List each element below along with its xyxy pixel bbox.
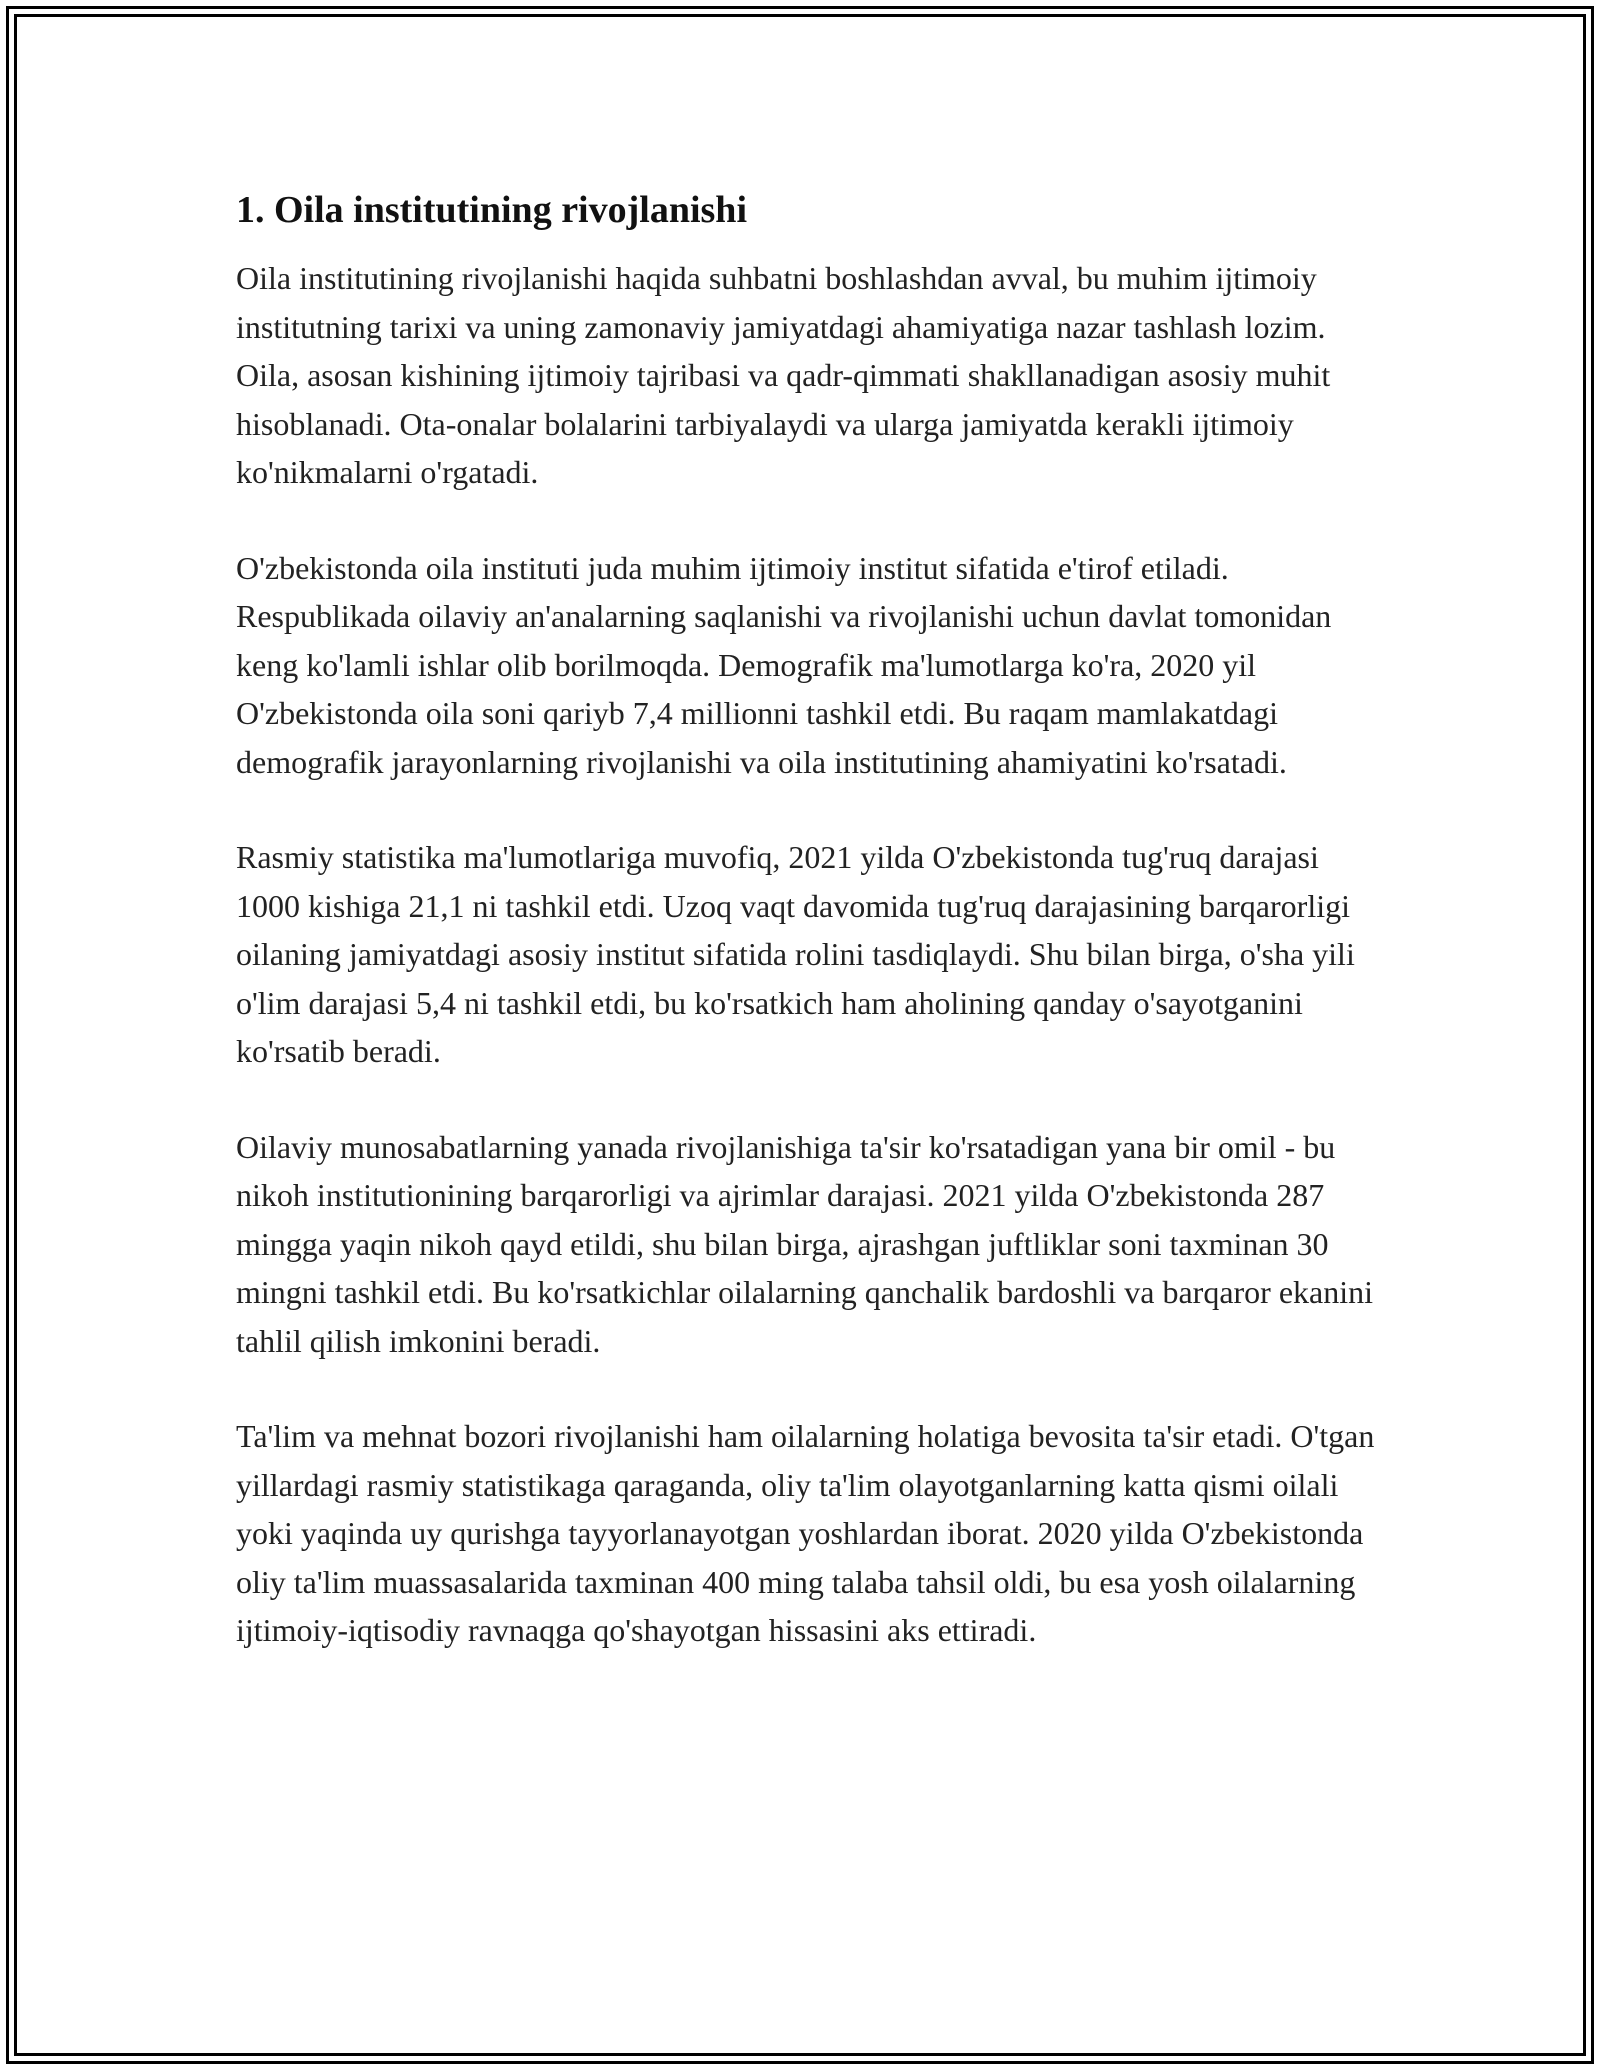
paragraph-1: Oila institutining rivojlanishi haqida suhbatni boshlashdan avval, bu muhim ijtimoiy institutning tarixi va uning zamonaviy jamiyatdagi ahamiyatiga nazar tashlash lozim. Oila, asosan kishining ijtimoiy tajribasi va qadr-qimmati shakllanadigan asosiy muhit hisoblanadi. Ota-onalar bolalarini tarbiyalaydi va ularga jamiyatda kerakli ijtimoiy ko'nikmalarni o'rgatadi. (236, 260, 1331, 490)
paragraph-5: Ta'lim va mehnat bozori rivojlanishi ham oilalarning holatiga bevosita ta'sir etadi. O'tgan yillardagi rasmiy statistikaga qaraganda, oliy ta'lim olayotganlarning katta qismi oilali yoki yaqinda uy qurishga tayyorlanayotgan yoshlardan iborat. 2020 yilda O'zbekistonda oliy ta'lim muassasalarida taxminan 400 ming talaba tahsil oldi, bu esa yosh oilalarning ijtimoiy-iqtisodiy ravnaqga qo'shayotgan hissasini aks ettiradi. (236, 1418, 1375, 1648)
section-heading: 1. Oila institutining rivojlanishi (236, 189, 747, 231)
paragraph-2: O'zbekistonda oila instituti juda muhim ijtimoiy institut sifatida e'tirof etiladi. Respublikada oilaviy an'analarning saqlanishi va rivojlanishi uchun davlat tomonidan keng ko'lamli ishlar olib borilmoqda. Demografik ma'lumotlarga ko'ra, 2020 yil O'zbekistonda oila soni qariyb 7,4 millionni tashkil etdi. Bu raqam mamlakatdagi demografik jarayonlarning rivojlanishi va oila institutining ahamiyatini ko'rsatadi. (236, 549, 1332, 780)
paragraph-3: Rasmiy statistika ma'lumotlariga muvofiq, 2021 yilda O'zbekistonda tug'ruq darajasi 1000 kishiga 21,1 ni tashkil etdi. Uzoq vaqt davomida tug'ruq darajasining barqarorligi oilaning jamiyatdagi asosiy institut sifatida rolini tasdiqlaydi. Shu bilan birga, o'sha yili o'lim darajasi 5,4 ni tashkil etdi, bu ko'rsatkich ham aholining qanday o'sayotganini ko'rsatib beradi. (236, 839, 1355, 1069)
document-body (236, 186, 1376, 1702)
paragraph-4: Oilaviy munosabatlarning yanada rivojlanishiga ta'sir ko'rsatadigan yana bir omil - bu nikoh institutionining barqarorligi va ajrimlar darajasi. 2021 yilda O'zbekistonda 287 mingga yaqin nikoh qayd etildi, shu bilan birga, ajrashgan juftliklar soni taxminan 30 mingni tashkil etdi. Bu ko'rsatkichlar oilalarning qanchalik bardoshli va barqaror ekanini tahlil qilish imkonini beradi. (236, 1128, 1374, 1359)
